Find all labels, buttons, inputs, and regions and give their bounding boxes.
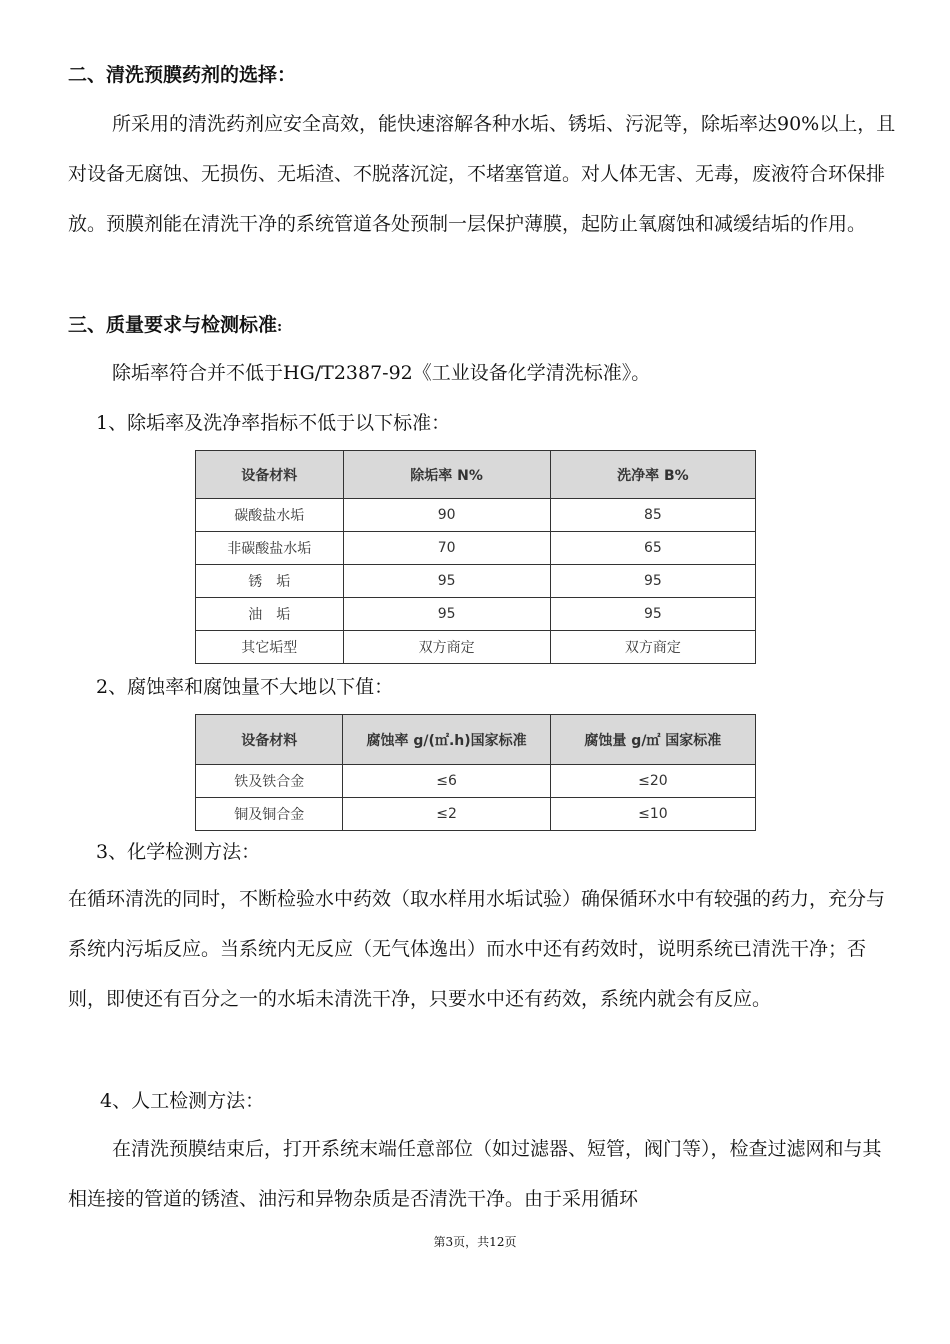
table-cell: 65 bbox=[550, 532, 755, 565]
table-cell: 碳酸盐水垢 bbox=[196, 499, 344, 532]
table-cell: 95 bbox=[343, 565, 550, 598]
table-cell: 其它垢型 bbox=[196, 631, 344, 664]
table-header-row bbox=[196, 715, 756, 765]
table-header-cell: 设备材料 bbox=[196, 715, 343, 765]
corrosion-standard-table bbox=[195, 714, 756, 831]
table-cell: 油 垢 bbox=[196, 598, 344, 631]
table-cell: 95 bbox=[550, 598, 755, 631]
item-4-heading: 4、人工检测方法： bbox=[100, 1090, 265, 1112]
table-cell: 双方商定 bbox=[550, 631, 755, 664]
table-cell: 90 bbox=[343, 499, 550, 532]
table-header-cell: 设备材料 bbox=[196, 451, 344, 499]
section-3-title bbox=[68, 310, 898, 342]
item-4-body: 在清洗预膜结束后，打开系统末端任意部位（如过滤器、短管，阀门等），检查过滤网和与其相连接的管道的锈渣、油污和异物杂质是否清洗干净。由于采用循环 bbox=[68, 1138, 882, 1210]
section-2-body: 所采用的清洗药剂应安全高效，能快速溶解各种水垢、锈垢、污泥等，除垢率达90%以上，且对设备无腐蚀、无损伤、无垢渣、不脱落沉淀，不堵塞管道。对人体无害、无毒，废液符合环保排放。预膜剂能在清洗干净的系统管道各处预制一层保护薄膜，起防止氧腐蚀和减缓结垢的作用。 bbox=[68, 113, 896, 235]
table-header-row bbox=[196, 451, 756, 499]
table-row bbox=[196, 631, 756, 664]
table-row bbox=[196, 798, 756, 831]
table-cell: ≤10 bbox=[550, 798, 755, 831]
table-cell: 铜及铜合金 bbox=[196, 798, 343, 831]
section-3-intro: 除垢率符合并不低于HG/T2387-92《工业设备化学清洗标准》。 bbox=[112, 362, 651, 384]
table-header-cell: 洗净率 B% bbox=[550, 451, 755, 499]
table-cell: 95 bbox=[550, 565, 755, 598]
item-1-heading: 1、除垢率及洗净率指标不低于以下标准： bbox=[96, 412, 451, 434]
table-header-cell: 腐蚀量 g/㎡ 国家标准 bbox=[550, 715, 755, 765]
table-cell: ≤6 bbox=[343, 765, 550, 798]
table-header-cell: 腐蚀率 g/(㎡.h)国家标准 bbox=[343, 715, 550, 765]
page-number-footer: 第3页，共12页 bbox=[433, 1235, 517, 1249]
item-3-heading: 3、化学检测方法： bbox=[96, 841, 261, 863]
section-2-title: 二、清洗预膜药剂的选择： bbox=[68, 64, 297, 86]
table-row bbox=[196, 598, 756, 631]
descaling-standard-table bbox=[195, 450, 756, 664]
table-row bbox=[196, 532, 756, 565]
table-row bbox=[196, 499, 756, 532]
table-cell: 锈 垢 bbox=[196, 565, 344, 598]
table-cell: 95 bbox=[343, 598, 550, 631]
section-3-title-text: 三、质量要求与检测标准 bbox=[68, 314, 278, 336]
table-row bbox=[196, 765, 756, 798]
table-cell: ≤20 bbox=[550, 765, 755, 798]
item-3-body: 在循环清洗的同时，不断检验水中药效（取水样用水垢试验）确保循环水中有较强的药力，充分与系统内污垢反应。当系统内无反应（无气体逸出）而水中还有药效时，说明系统已清洗干净；否则，即使还有百分之一的水垢未清洗干净，只要水中还有药效，系统内就会有反应。 bbox=[68, 888, 886, 1010]
table-cell: 非碳酸盐水垢 bbox=[196, 532, 344, 565]
item-2-heading: 2、腐蚀率和腐蚀量不大地以下值： bbox=[96, 676, 394, 698]
table-cell: 双方商定 bbox=[343, 631, 550, 664]
table-cell: ≤2 bbox=[343, 798, 550, 831]
table-header-cell: 除垢率 N% bbox=[343, 451, 550, 499]
table-row bbox=[196, 565, 756, 598]
table-cell: 85 bbox=[550, 499, 755, 532]
table-cell: 铁及铁合金 bbox=[196, 765, 343, 798]
table-cell: 70 bbox=[343, 532, 550, 565]
section-3-title-punct: : bbox=[277, 319, 283, 335]
